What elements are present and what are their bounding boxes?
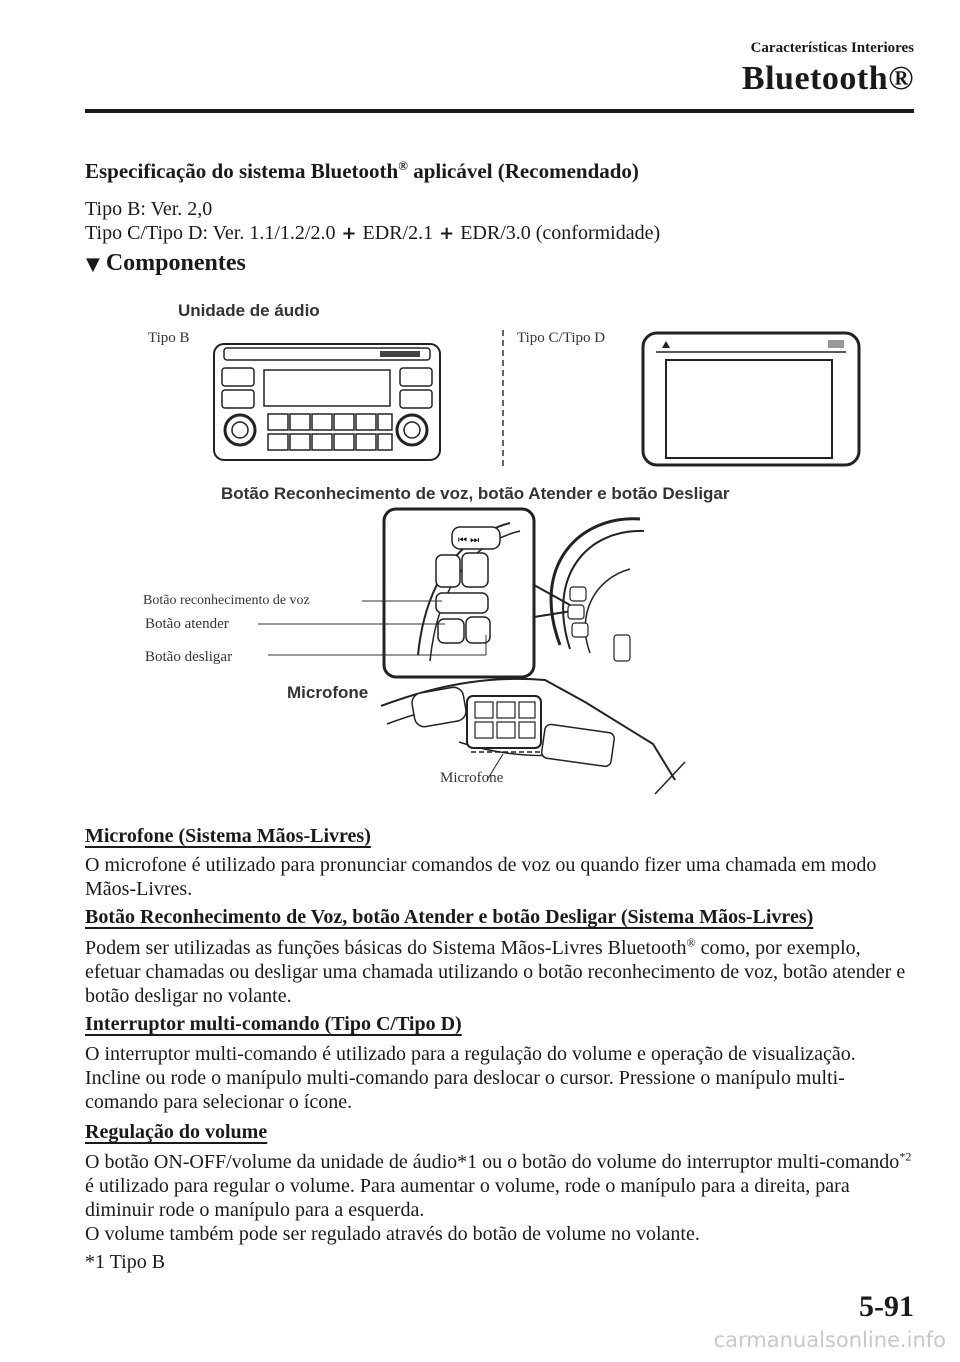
- figure-separator: [500, 330, 506, 470]
- mic-section-text: O microfone é utilizado para pronunciar comandos de voz ou quando fizer uma chamada em modo Mãos-Livres.: [85, 854, 877, 900]
- microphone-console-illustration: [375, 672, 695, 804]
- steering-buttons-label: Botão Reconhecimento de voz, botão Atender e botão Desligar: [221, 484, 730, 503]
- volume-section-title: Regulação do volume: [85, 1121, 268, 1143]
- tipo-cd-label: Tipo C/Tipo D: [517, 330, 606, 346]
- display-tipo-cd-illustration: [640, 330, 862, 468]
- plus-icon: +: [439, 223, 455, 244]
- audio-unit-tipo-b-illustration: [212, 342, 442, 462]
- page-title: Bluetooth®: [741, 60, 914, 97]
- buttons-section-text: Podem ser utilizadas as funções básicas do Sistema Mãos-Livres Bluetooth® como, por exemplo, efetuar chamadas ou desligar uma chamada utilizando o botão reconhecimento de voz, botão atender e botão desligar no volante.: [85, 935, 906, 1007]
- spec-line-tipo-b: Tipo B: Ver. 2,0: [85, 198, 213, 220]
- spec-heading: Especificação do sistema Bluetooth® aplicável (Recomendado): [85, 158, 639, 183]
- footnote: *1 Tipo B: [85, 1251, 166, 1273]
- audio-unit-label: Unidade de áudio: [178, 301, 320, 320]
- callout-leader-lines: [250, 595, 500, 665]
- watermark: carmanualsonline.info: [713, 1328, 946, 1352]
- multi-command-section-title: Interruptor multi-comando (Tipo C/Tipo D): [85, 1013, 462, 1035]
- hangup-button-label: Botão desligar: [145, 649, 233, 665]
- mic-section-title: Microfone (Sistema Mãos-Livres): [85, 825, 371, 847]
- triangle-bullet-icon: ▼: [86, 254, 100, 275]
- answer-button-label: Botão atender: [145, 616, 229, 632]
- components-heading: ▼ Componentes: [86, 250, 246, 276]
- voice-button-label: Botão reconhecimento de voz: [143, 593, 310, 608]
- header-divider: [85, 109, 914, 113]
- spec-line-tipo-cd: Tipo C/Tipo D: Ver. 1.1/1.2/2.0 + EDR/2.1 + EDR/3.0 (conformidade): [85, 222, 661, 244]
- tipo-b-label: Tipo B: [148, 330, 190, 346]
- svg-text:⏮ ⏭: ⏮ ⏭: [458, 535, 480, 546]
- buttons-section-title: Botão Reconhecimento de Voz, botão Atender e botão Desligar (Sistema Mãos-Livres): [85, 906, 814, 928]
- multi-command-section-text: O interruptor multi-comando é utilizado para a regulação do volume e operação de visualização. Incline ou rode o manípulo multi-comando para deslocar o cursor. Pressione o manípulo multi-comando para selecionar o ícone.: [85, 1043, 856, 1113]
- section-header: Características Interiores: [750, 40, 914, 56]
- microphone-heading: Microfone: [287, 683, 369, 702]
- plus-icon: +: [341, 223, 357, 244]
- volume-section-text: O botão ON-OFF/volume da unidade de áudio*1 ou o botão do volume do interruptor multi-comando$^{*2}$ é utilizado para regular o volume. Para aumentar o volume, rode o manípulo para a direita, para diminuir rode o manípulo para a esquerda. O volume também pode ser regulado através do botão de volume no volante.: [85, 1149, 912, 1245]
- page-number: 5-91: [859, 1290, 914, 1323]
- microphone-callout: Microfone: [440, 770, 504, 786]
